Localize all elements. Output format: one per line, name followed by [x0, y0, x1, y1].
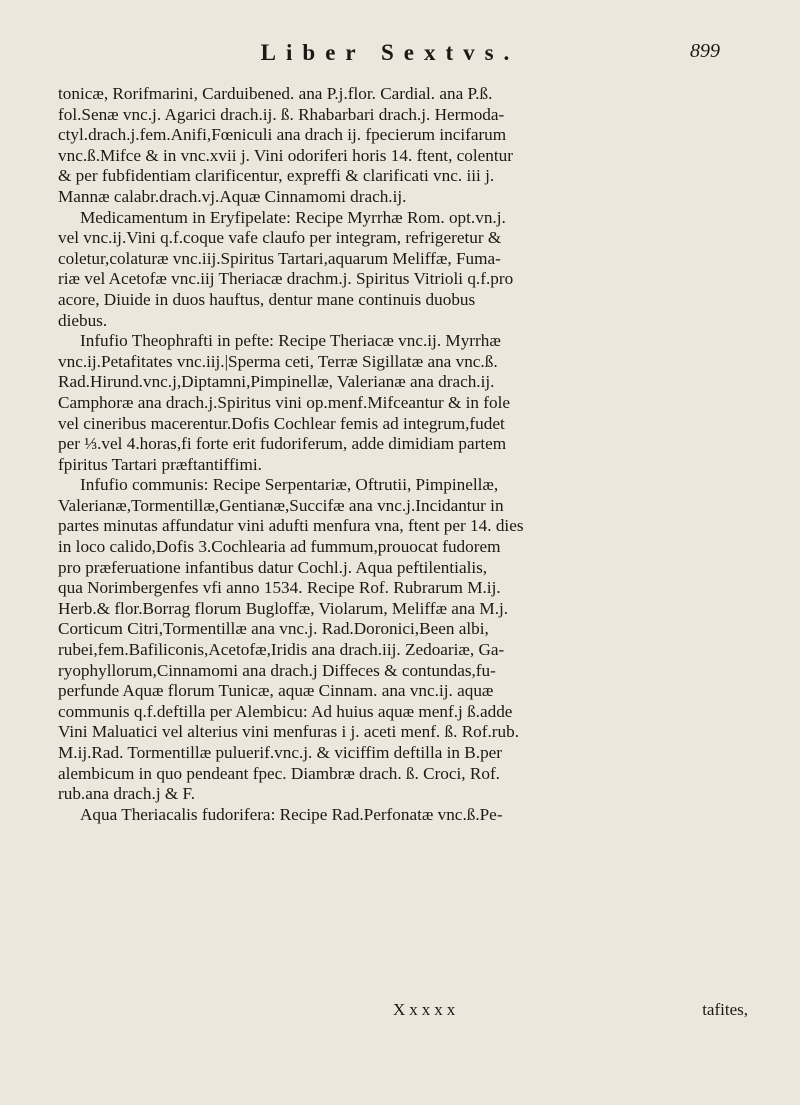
- page-header: [60, 40, 720, 80]
- text-line: ryophyllorum,Cinnamomi ana drach.j Diffeces & contundas,fu-: [58, 660, 496, 680]
- text-line: Rad.Hirund.vnc.j,Diptamni,Pimpinellæ, Valerianæ ana drach.ij.: [58, 372, 495, 392]
- text-line: Medicamentum in Eryfipelate: Recipe Myrrhæ Rom. opt.vn.j.: [80, 207, 506, 227]
- text-line: diebus.: [58, 310, 108, 330]
- text-line: vel cineribus macerentur.Dofis Cochlear femis ad integrum,fudet: [58, 413, 505, 433]
- text-line: & per fubfidentiam clarificentur, expreffi & clarificati vnc. iii j.: [58, 166, 495, 186]
- text-line: per ⅓.vel 4.horas,fi forte erit fudoriferum, adde dimidiam partem: [58, 434, 507, 454]
- text-line: fpiritus Tartari præftantiffimi.: [58, 454, 262, 474]
- text-line: perfunde Aquæ florum Tunicæ, aquæ Cinnam. ana vnc.ij. aquæ: [58, 681, 494, 701]
- text-line: coletur,colaturæ vnc.iij.Spiritus Tartari,aquarum Meliffæ, Fuma-: [58, 248, 501, 268]
- text-line: acore, Diuide in duos hauftus, dentur mane continuis duobus: [58, 289, 476, 309]
- running-title: Liber Sextvs.: [260, 40, 520, 65]
- text-line: M.ij.Rad. Tormentillæ puluerif.vnc.j. & viciffim deftilla in B.per: [58, 743, 503, 762]
- page-footer: [58, 1000, 748, 1024]
- text-line: vnc.ij.Petafitates vnc.iij.|Sperma ceti, Terræ Sigillatæ ana vnc.ß.: [58, 351, 498, 371]
- text-line: Aqua Theriacalis fudorifera: Recipe Rad.Perfonatæ vnc.ß.Pe-: [80, 804, 503, 824]
- text-line: Vini Maluatici vel alterius vini menfuras i j. aceti menf. ß. Rof.rub.: [58, 722, 519, 742]
- text-line: alembicum in quo pendeant fpec. Diambræ drach. ß. Croci, Rof.: [58, 763, 500, 783]
- text-line: Corticum Citri,Tormentillæ ana vnc.j. Rad.Doronici,Been albi,: [58, 619, 489, 639]
- text-line: rub.ana drach.j & F.: [58, 784, 196, 804]
- text-line: communis q.f.deftilla per Alembicu: Ad huius aquæ menf.j ß.adde: [58, 701, 513, 721]
- text-line: Mannæ calabr.drach.vj.Aquæ Cinnamomi drach.ij.: [58, 186, 407, 206]
- text-line: vel vnc.ij.Vini q.f.coque vafe claufo per integram, refrigeretur &: [58, 228, 502, 248]
- text-line: pro præferuatione infantibus datur Cochl.j. Aqua peftilentialis,: [58, 557, 488, 577]
- text-line: qua Norimbergenfes vfi anno 1534. Recipe Rof. Rubrarum M.ij.: [58, 578, 501, 598]
- text-line: partes minutas affundatur vini adufti menfura vna, ftent per 14. dies: [58, 516, 524, 536]
- text-line: Infufio Theophrafti in pefte: Recipe Theriacæ vnc.ij. Myrrhæ: [80, 331, 501, 351]
- text-line: tonicæ, Rorifmarini, Carduibened. ana P.j.flor. Cardial. ana P.ß.: [58, 84, 493, 103]
- text-line: vnc.ß.Mifce & in vnc.xvii j. Vini odoriferi horis 14. ftent, colentur: [58, 145, 513, 165]
- text-line: riæ vel Acetofæ vnc.iij Theriacæ drachm.j. Spiritus Vitrioli q.f.pro: [58, 269, 514, 289]
- catchword: tafites,: [702, 1000, 748, 1019]
- text-line: fol.Senæ vnc.j. Agarici drach.ij. ß. Rhabarbari drach.j. Hermoda-: [58, 104, 505, 124]
- text-line: ctyl.drach.j.fem.Anifi,Fœniculi ana drach ij. fpecierum incifarum: [58, 125, 507, 145]
- text-line: rubei,fem.Bafiliconis,Acetofæ,Iridis ana drach.iij. Zedoariæ, Ga-: [58, 640, 505, 660]
- body-text: [58, 84, 748, 825]
- text-line: in loco calido,Dofis 3.Cochlearia ad fummum,prouocat fudorem: [58, 537, 501, 557]
- text-line: Herb.& flor.Borrag florum Bugloffæ, Violarum, Meliffæ ana M.j.: [58, 598, 509, 618]
- page-number: 899: [690, 40, 720, 62]
- text-line: Valerianæ,Tormentillæ,Gentianæ,Succifæ ana vnc.j.Incidantur in: [58, 495, 504, 515]
- text-line: Camphoræ ana drach.j.Spiritus vini op.menf.Mifceantur & in fole: [58, 392, 511, 412]
- text-line: Infufio communis: Recipe Serpentariæ, Oftrutii, Pimpinellæ,: [80, 475, 499, 495]
- signature-mark: Xxxxx: [393, 1000, 460, 1019]
